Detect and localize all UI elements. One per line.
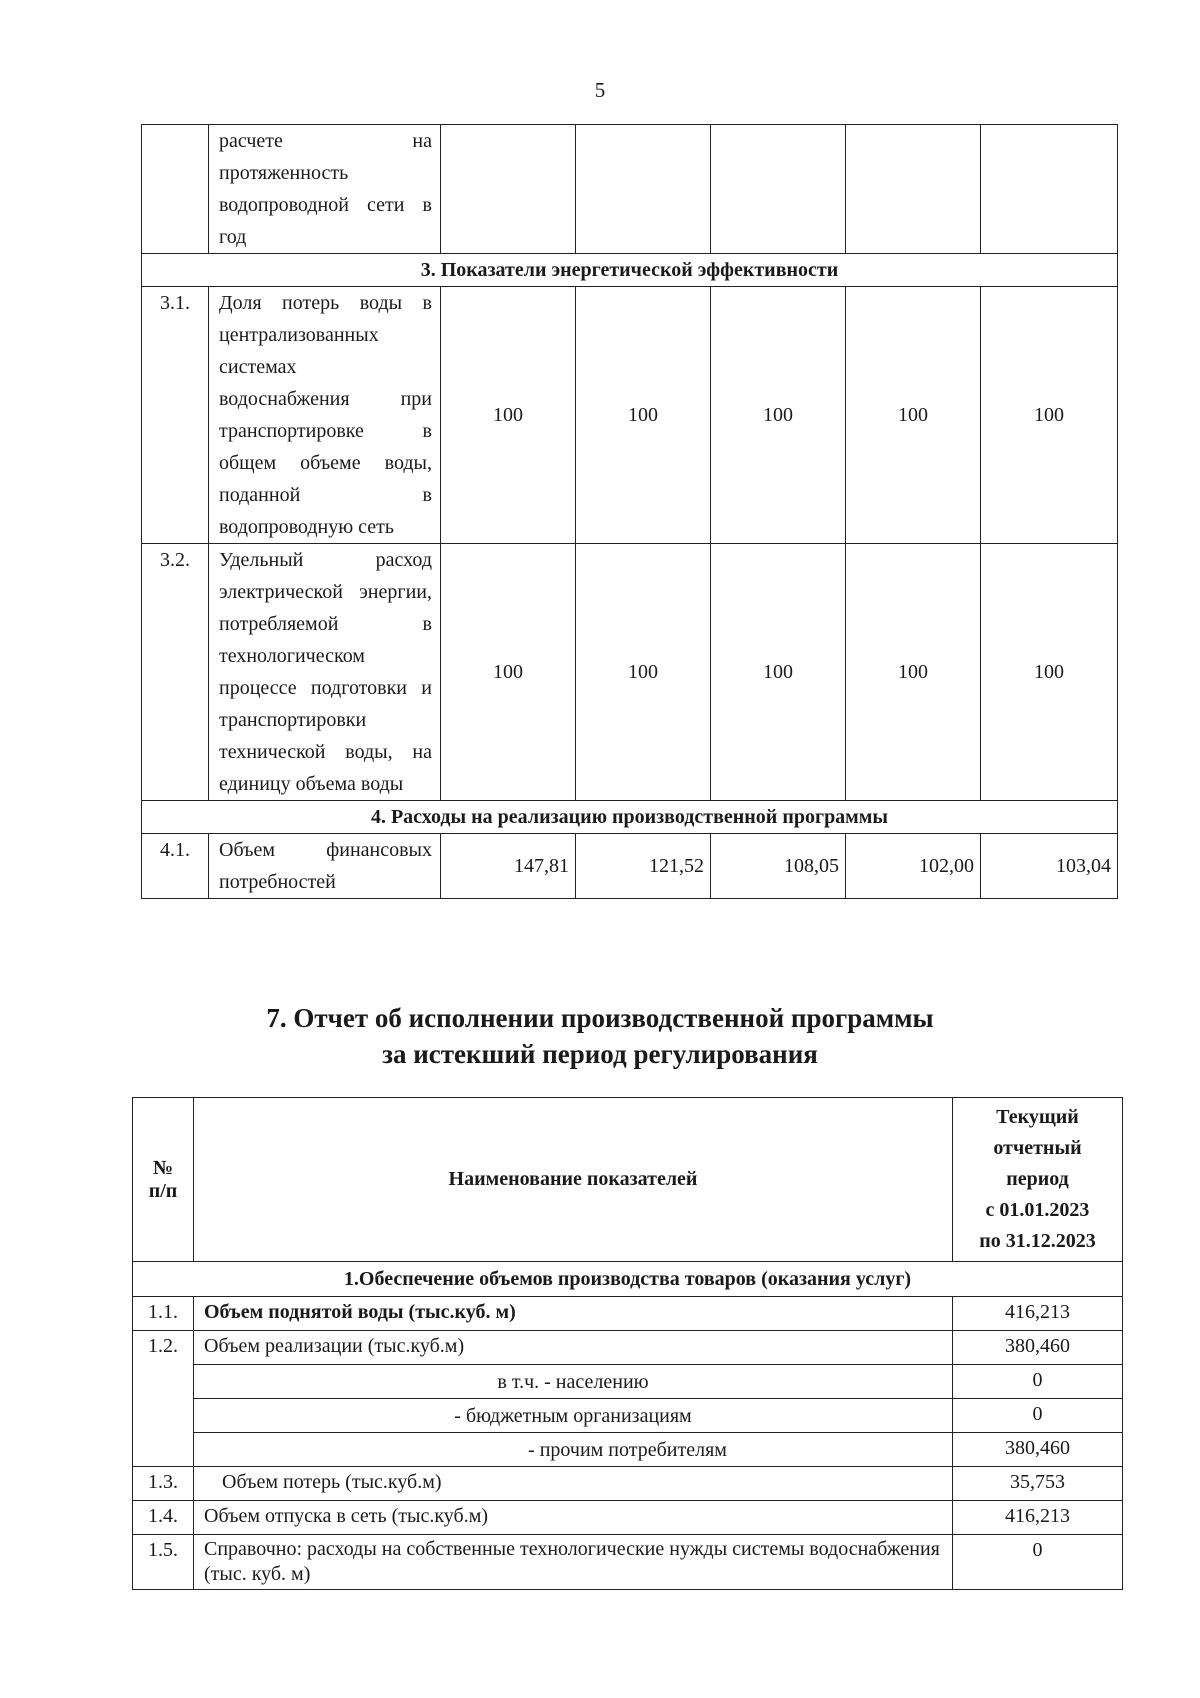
indicators-table — [141, 124, 1118, 899]
value-cell: 100 — [441, 287, 576, 544]
indicator-name: - бюджетным организациям — [194, 1399, 953, 1433]
header-number: № п/п — [133, 1098, 194, 1262]
value-cell: 0 — [953, 1365, 1123, 1399]
table-row — [142, 287, 1118, 544]
indicator-name: Доля потерь воды в централизованных системах водоснабжения при транспортировке в общем объеме воды, поданной в водопроводную сеть — [209, 287, 441, 544]
table-row — [142, 125, 1118, 254]
value-cell: 416,213 — [953, 1501, 1123, 1535]
page-number: 5 — [594, 78, 606, 102]
row-number: 1.3. — [133, 1467, 194, 1501]
header-indicator-name: Наименование показателей — [194, 1098, 953, 1262]
value-cell: 380,460 — [953, 1331, 1123, 1365]
row-number: 1.1. — [133, 1297, 194, 1331]
value-cell: 0 — [953, 1399, 1123, 1433]
section-heading — [0, 1000, 1200, 1072]
section-row — [142, 801, 1118, 834]
indicator-name: - прочим потребителям — [194, 1433, 953, 1467]
value-cell: 147,81 — [441, 834, 576, 899]
value-cell: 100 — [711, 544, 846, 801]
section-title: 1.Обеспечение объемов производства товаров (оказания услуг) — [133, 1262, 1123, 1297]
table-row — [133, 1399, 1123, 1433]
value-cell: 100 — [846, 287, 981, 544]
value-cell: 380,460 — [953, 1433, 1123, 1467]
header-current-period: Текущий отчетный период с 01.01.2023 по 31.12.2023 — [953, 1098, 1123, 1262]
table-row — [133, 1433, 1123, 1467]
table-row — [133, 1535, 1123, 1590]
indicator-name: Справочно: расходы на собственные технологические нужды системы водоснабжения (тыс. куб. м) — [194, 1535, 953, 1590]
value-cell: 416,213 — [953, 1297, 1123, 1331]
section-heading-line1: 7. Отчет об исполнении производственной программы — [266, 1003, 934, 1033]
row-number: 1.2. — [133, 1331, 194, 1467]
row-number: 4.1. — [142, 834, 209, 899]
row-number: 1.4. — [133, 1501, 194, 1535]
value-cell: 35,753 — [953, 1467, 1123, 1501]
value-cell: 100 — [711, 287, 846, 544]
value-cell: 100 — [981, 287, 1118, 544]
value-cell: 100 — [981, 544, 1118, 801]
header-row — [133, 1098, 1123, 1262]
table-row — [133, 1501, 1123, 1535]
indicator-name: Объем поднятой воды (тыс.куб. м) — [194, 1297, 953, 1331]
table-row — [133, 1331, 1123, 1365]
table-row — [142, 544, 1118, 801]
table-row — [142, 834, 1118, 899]
row-number: 3.1. — [142, 287, 209, 544]
value-cell: 121,52 — [576, 834, 711, 899]
value-cell: 100 — [576, 287, 711, 544]
indicator-name: Объем потерь (тыс.куб.м) — [194, 1467, 953, 1501]
section-row — [142, 254, 1118, 287]
report-table — [132, 1097, 1123, 1590]
value-cell: 100 — [576, 544, 711, 801]
indicator-name: Объем финансовых потребностей — [209, 834, 441, 899]
indicator-name: в т.ч. - населению — [194, 1365, 953, 1399]
indicator-name: расчете на протяженность водопроводной сети в год — [209, 125, 441, 254]
value-cell: 108,05 — [711, 834, 846, 899]
indicator-name: Удельный расход электрической энергии, потребляемой в технологическом процессе подготовки и транспортировки технической воды, на единицу объема воды — [209, 544, 441, 801]
value-cell: 0 — [953, 1535, 1123, 1590]
table-row — [133, 1467, 1123, 1501]
value-cell: 103,04 — [981, 834, 1118, 899]
indicator-name: Объем реализации (тыс.куб.м) — [194, 1331, 953, 1365]
value-cell: 102,00 — [846, 834, 981, 899]
row-number — [142, 125, 209, 254]
section-row — [133, 1262, 1123, 1297]
section-title: 4. Расходы на реализацию производственной программы — [142, 801, 1118, 834]
table-row — [133, 1297, 1123, 1331]
section-heading-line2: за истекший период регулирования — [382, 1039, 818, 1069]
row-number: 3.2. — [142, 544, 209, 801]
value-cell: 100 — [441, 544, 576, 801]
section-title: 3. Показатели энергетической эффективности — [142, 254, 1118, 287]
value-cell: 100 — [846, 544, 981, 801]
table-row — [133, 1365, 1123, 1399]
row-number: 1.5. — [133, 1535, 194, 1590]
indicator-name: Объем отпуска в сеть (тыс.куб.м) — [194, 1501, 953, 1535]
